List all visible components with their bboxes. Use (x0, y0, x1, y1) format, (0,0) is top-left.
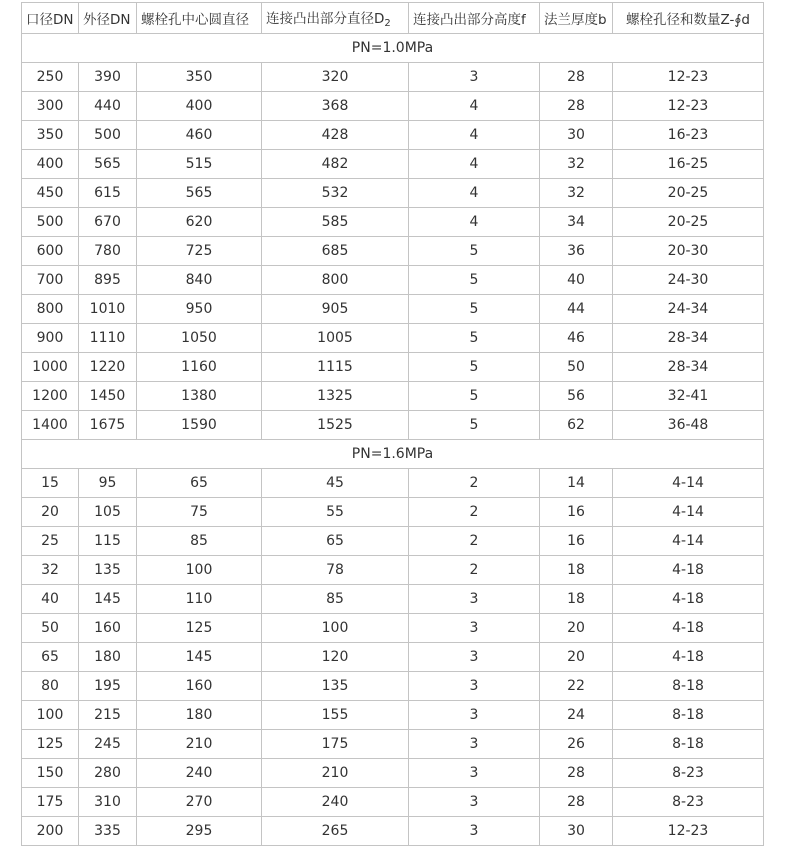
header-raised-face-diameter-subscript: 2 (384, 18, 391, 29)
cell-dn: 300 (22, 92, 79, 121)
table-body (22, 34, 764, 846)
cell-dn: 20 (22, 498, 79, 527)
section-title: PN=1.6MPa (22, 440, 764, 469)
cell-bolt-holes: 20-25 (613, 179, 764, 208)
cell-bolt-holes: 4-14 (613, 469, 764, 498)
cell-raised-face-diameter: 1325 (262, 382, 409, 411)
cell-bolt-holes: 20-25 (613, 208, 764, 237)
cell-raised-face-diameter: 428 (262, 121, 409, 150)
cell-raised-face-diameter: 45 (262, 469, 409, 498)
cell-raised-face-height: 5 (409, 411, 540, 440)
cell-raised-face-diameter: 800 (262, 266, 409, 295)
cell-raised-face-height: 4 (409, 150, 540, 179)
cell-outer-diameter: 1675 (79, 411, 137, 440)
table-row (22, 730, 764, 759)
cell-flange-thickness: 46 (540, 324, 613, 353)
cell-outer-diameter: 145 (79, 585, 137, 614)
cell-outer-diameter: 115 (79, 527, 137, 556)
header-bolt-holes: 螺栓孔径和数量Z-∮d (613, 3, 764, 34)
cell-bolt-holes: 16-23 (613, 121, 764, 150)
cell-bolt-holes: 8-23 (613, 759, 764, 788)
cell-raised-face-diameter: 135 (262, 672, 409, 701)
cell-raised-face-height: 2 (409, 469, 540, 498)
cell-flange-thickness: 34 (540, 208, 613, 237)
cell-bolt-circle: 85 (137, 527, 262, 556)
cell-raised-face-diameter: 585 (262, 208, 409, 237)
table-row (22, 498, 764, 527)
cell-flange-thickness: 18 (540, 556, 613, 585)
cell-bolt-circle: 240 (137, 759, 262, 788)
table-row (22, 788, 764, 817)
cell-bolt-circle: 110 (137, 585, 262, 614)
cell-bolt-holes: 8-23 (613, 788, 764, 817)
cell-bolt-holes: 28-34 (613, 353, 764, 382)
cell-bolt-circle: 270 (137, 788, 262, 817)
cell-bolt-circle: 210 (137, 730, 262, 759)
cell-flange-thickness: 14 (540, 469, 613, 498)
cell-bolt-holes: 4-14 (613, 498, 764, 527)
cell-dn: 40 (22, 585, 79, 614)
cell-flange-thickness: 32 (540, 179, 613, 208)
table-row (22, 237, 764, 266)
cell-raised-face-height: 5 (409, 382, 540, 411)
cell-bolt-holes: 32-41 (613, 382, 764, 411)
cell-bolt-circle: 65 (137, 469, 262, 498)
cell-raised-face-diameter: 85 (262, 585, 409, 614)
cell-raised-face-diameter: 532 (262, 179, 409, 208)
cell-raised-face-diameter: 265 (262, 817, 409, 846)
cell-raised-face-height: 5 (409, 237, 540, 266)
cell-outer-diameter: 780 (79, 237, 137, 266)
cell-bolt-circle: 1050 (137, 324, 262, 353)
cell-bolt-circle: 515 (137, 150, 262, 179)
table-row (22, 556, 764, 585)
flange-table-container (21, 2, 764, 846)
cell-dn: 80 (22, 672, 79, 701)
section-title: PN=1.0MPa (22, 34, 764, 63)
cell-bolt-holes: 12-23 (613, 817, 764, 846)
table-row (22, 295, 764, 324)
cell-dn: 500 (22, 208, 79, 237)
cell-dn: 1400 (22, 411, 79, 440)
table-row (22, 353, 764, 382)
cell-dn: 50 (22, 614, 79, 643)
cell-raised-face-diameter: 482 (262, 150, 409, 179)
cell-raised-face-diameter: 905 (262, 295, 409, 324)
cell-dn: 1000 (22, 353, 79, 382)
cell-raised-face-diameter: 240 (262, 788, 409, 817)
table-row (22, 121, 764, 150)
table-row (22, 527, 764, 556)
cell-bolt-circle: 1590 (137, 411, 262, 440)
cell-bolt-holes: 12-23 (613, 92, 764, 121)
cell-raised-face-height: 4 (409, 179, 540, 208)
cell-raised-face-height: 4 (409, 121, 540, 150)
cell-flange-thickness: 40 (540, 266, 613, 295)
cell-flange-thickness: 20 (540, 614, 613, 643)
cell-dn: 32 (22, 556, 79, 585)
cell-outer-diameter: 1220 (79, 353, 137, 382)
cell-bolt-holes: 12-23 (613, 63, 764, 92)
flange-dimension-table (21, 2, 764, 846)
cell-flange-thickness: 36 (540, 237, 613, 266)
cell-raised-face-height: 5 (409, 324, 540, 353)
cell-flange-thickness: 56 (540, 382, 613, 411)
cell-bolt-circle: 1380 (137, 382, 262, 411)
cell-flange-thickness: 50 (540, 353, 613, 382)
cell-raised-face-height: 5 (409, 266, 540, 295)
cell-flange-thickness: 16 (540, 527, 613, 556)
cell-bolt-holes: 24-30 (613, 266, 764, 295)
cell-outer-diameter: 310 (79, 788, 137, 817)
cell-raised-face-height: 3 (409, 643, 540, 672)
cell-bolt-circle: 100 (137, 556, 262, 585)
cell-bolt-holes: 4-18 (613, 585, 764, 614)
cell-raised-face-diameter: 1115 (262, 353, 409, 382)
cell-raised-face-height: 2 (409, 556, 540, 585)
cell-bolt-holes: 28-34 (613, 324, 764, 353)
cell-raised-face-diameter: 100 (262, 614, 409, 643)
cell-dn: 800 (22, 295, 79, 324)
cell-raised-face-height: 3 (409, 63, 540, 92)
cell-outer-diameter: 1010 (79, 295, 137, 324)
cell-dn: 450 (22, 179, 79, 208)
cell-raised-face-height: 3 (409, 701, 540, 730)
cell-flange-thickness: 28 (540, 63, 613, 92)
table-row (22, 817, 764, 846)
cell-flange-thickness: 18 (540, 585, 613, 614)
cell-bolt-circle: 125 (137, 614, 262, 643)
header-bolt-circle: 螺栓孔中心圆直径 (137, 3, 262, 34)
cell-bolt-holes: 16-25 (613, 150, 764, 179)
section-header-row (22, 34, 764, 63)
cell-dn: 600 (22, 237, 79, 266)
cell-flange-thickness: 30 (540, 121, 613, 150)
header-raised-face-diameter-label: 连接凸出部分直径D (266, 11, 385, 27)
cell-dn: 350 (22, 121, 79, 150)
cell-outer-diameter: 215 (79, 701, 137, 730)
cell-dn: 65 (22, 643, 79, 672)
cell-flange-thickness: 24 (540, 701, 613, 730)
cell-bolt-holes: 8-18 (613, 730, 764, 759)
cell-bolt-circle: 295 (137, 817, 262, 846)
cell-bolt-holes: 36-48 (613, 411, 764, 440)
cell-flange-thickness: 26 (540, 730, 613, 759)
cell-dn: 400 (22, 150, 79, 179)
cell-raised-face-height: 3 (409, 672, 540, 701)
cell-raised-face-height: 3 (409, 585, 540, 614)
table-row (22, 63, 764, 92)
cell-bolt-circle: 950 (137, 295, 262, 324)
cell-raised-face-height: 5 (409, 353, 540, 382)
cell-bolt-holes: 20-30 (613, 237, 764, 266)
cell-bolt-circle: 1160 (137, 353, 262, 382)
cell-dn: 200 (22, 817, 79, 846)
header-raised-face-diameter (262, 3, 409, 34)
cell-dn: 250 (22, 63, 79, 92)
cell-raised-face-height: 2 (409, 498, 540, 527)
cell-flange-thickness: 28 (540, 788, 613, 817)
table-header-row (22, 3, 764, 34)
cell-bolt-circle: 725 (137, 237, 262, 266)
cell-bolt-circle: 145 (137, 643, 262, 672)
cell-flange-thickness: 22 (540, 672, 613, 701)
cell-bolt-holes: 4-14 (613, 527, 764, 556)
cell-dn: 150 (22, 759, 79, 788)
cell-raised-face-diameter: 210 (262, 759, 409, 788)
cell-raised-face-diameter: 1525 (262, 411, 409, 440)
cell-raised-face-height: 3 (409, 817, 540, 846)
table-row (22, 179, 764, 208)
cell-dn: 1200 (22, 382, 79, 411)
cell-raised-face-diameter: 55 (262, 498, 409, 527)
cell-outer-diameter: 390 (79, 63, 137, 92)
cell-bolt-circle: 180 (137, 701, 262, 730)
cell-raised-face-diameter: 685 (262, 237, 409, 266)
cell-outer-diameter: 280 (79, 759, 137, 788)
table-row (22, 411, 764, 440)
table-row (22, 382, 764, 411)
cell-outer-diameter: 180 (79, 643, 137, 672)
cell-raised-face-diameter: 1005 (262, 324, 409, 353)
cell-bolt-circle: 840 (137, 266, 262, 295)
cell-outer-diameter: 500 (79, 121, 137, 150)
cell-bolt-circle: 350 (137, 63, 262, 92)
cell-outer-diameter: 615 (79, 179, 137, 208)
cell-outer-diameter: 440 (79, 92, 137, 121)
header-outer-diameter: 外径DN (79, 3, 137, 34)
table-row (22, 614, 764, 643)
cell-raised-face-diameter: 120 (262, 643, 409, 672)
cell-raised-face-height: 5 (409, 295, 540, 324)
cell-outer-diameter: 1110 (79, 324, 137, 353)
cell-outer-diameter: 1450 (79, 382, 137, 411)
table-row (22, 701, 764, 730)
cell-raised-face-height: 3 (409, 614, 540, 643)
cell-dn: 125 (22, 730, 79, 759)
table-row (22, 672, 764, 701)
cell-outer-diameter: 195 (79, 672, 137, 701)
table-row (22, 469, 764, 498)
cell-dn: 175 (22, 788, 79, 817)
cell-outer-diameter: 565 (79, 150, 137, 179)
cell-bolt-holes: 8-18 (613, 701, 764, 730)
cell-raised-face-diameter: 175 (262, 730, 409, 759)
table-row (22, 208, 764, 237)
cell-bolt-circle: 460 (137, 121, 262, 150)
cell-bolt-circle: 400 (137, 92, 262, 121)
cell-dn: 100 (22, 701, 79, 730)
cell-outer-diameter: 245 (79, 730, 137, 759)
cell-bolt-holes: 24-34 (613, 295, 764, 324)
table-row (22, 150, 764, 179)
cell-bolt-holes: 4-18 (613, 556, 764, 585)
cell-raised-face-height: 3 (409, 759, 540, 788)
cell-flange-thickness: 16 (540, 498, 613, 527)
cell-raised-face-diameter: 78 (262, 556, 409, 585)
cell-dn: 900 (22, 324, 79, 353)
table-row (22, 266, 764, 295)
cell-raised-face-height: 3 (409, 730, 540, 759)
cell-bolt-circle: 620 (137, 208, 262, 237)
table-row (22, 92, 764, 121)
cell-outer-diameter: 895 (79, 266, 137, 295)
cell-outer-diameter: 95 (79, 469, 137, 498)
cell-raised-face-diameter: 155 (262, 701, 409, 730)
section-header-row (22, 440, 764, 469)
cell-dn: 25 (22, 527, 79, 556)
cell-dn: 700 (22, 266, 79, 295)
cell-outer-diameter: 135 (79, 556, 137, 585)
header-raised-face-height: 连接凸出部分高度f (409, 3, 540, 34)
cell-raised-face-height: 3 (409, 788, 540, 817)
cell-raised-face-height: 4 (409, 92, 540, 121)
table-row (22, 585, 764, 614)
cell-outer-diameter: 105 (79, 498, 137, 527)
cell-raised-face-height: 4 (409, 208, 540, 237)
cell-raised-face-diameter: 65 (262, 527, 409, 556)
cell-flange-thickness: 28 (540, 759, 613, 788)
cell-flange-thickness: 62 (540, 411, 613, 440)
cell-flange-thickness: 20 (540, 643, 613, 672)
cell-flange-thickness: 28 (540, 92, 613, 121)
cell-raised-face-height: 2 (409, 527, 540, 556)
header-dn: 口径DN (22, 3, 79, 34)
header-flange-thickness: 法兰厚度b (540, 3, 613, 34)
cell-flange-thickness: 44 (540, 295, 613, 324)
cell-bolt-circle: 160 (137, 672, 262, 701)
cell-outer-diameter: 335 (79, 817, 137, 846)
cell-flange-thickness: 30 (540, 817, 613, 846)
cell-raised-face-diameter: 368 (262, 92, 409, 121)
cell-outer-diameter: 670 (79, 208, 137, 237)
cell-flange-thickness: 32 (540, 150, 613, 179)
cell-raised-face-diameter: 320 (262, 63, 409, 92)
cell-bolt-holes: 8-18 (613, 672, 764, 701)
cell-bolt-circle: 565 (137, 179, 262, 208)
cell-bolt-holes: 4-18 (613, 614, 764, 643)
cell-dn: 15 (22, 469, 79, 498)
table-row (22, 643, 764, 672)
cell-bolt-circle: 75 (137, 498, 262, 527)
table-row (22, 759, 764, 788)
cell-bolt-holes: 4-18 (613, 643, 764, 672)
cell-outer-diameter: 160 (79, 614, 137, 643)
table-row (22, 324, 764, 353)
